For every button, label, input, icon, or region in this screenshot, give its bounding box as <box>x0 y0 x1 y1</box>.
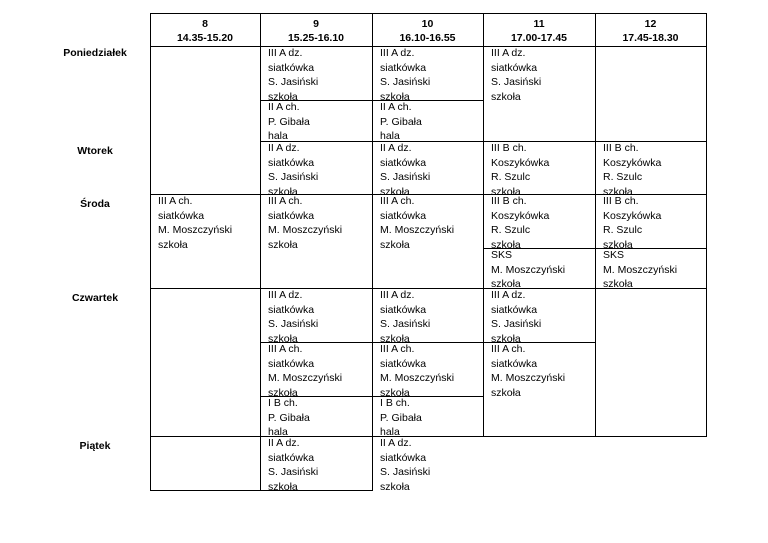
lesson-cell <box>268 396 310 440</box>
lesson-line: hala <box>380 426 400 439</box>
grid-line <box>595 13 596 436</box>
lesson-line: I B ch. <box>380 397 410 409</box>
lesson-line: III A dz. <box>268 289 303 301</box>
day-label: Środa <box>80 198 110 210</box>
lesson-line: P. Gibała <box>380 411 422 424</box>
grid-line <box>150 13 151 490</box>
lesson-line: szkoła <box>268 480 298 493</box>
lesson-line: III A ch. <box>380 195 415 207</box>
lesson-line: siatkówka <box>268 357 315 370</box>
lesson-line: siatkówka <box>380 451 427 464</box>
lesson-line: M. Moszczyński <box>491 372 566 385</box>
lesson-line: III A dz. <box>491 289 526 301</box>
lesson-line: S. Jasiński <box>268 76 319 89</box>
period-time: 16.10-16.55 <box>399 32 456 44</box>
lesson-line: S. Jasiński <box>491 318 542 331</box>
lesson-line: P. Gibała <box>268 115 310 128</box>
lesson-line: siatkówka <box>268 61 315 74</box>
lesson-line: S. Jasiński <box>380 76 431 89</box>
lesson-line: szkoła <box>491 90 521 103</box>
lesson-line: R. Szulc <box>491 224 531 237</box>
lesson-line: szkoła <box>268 238 298 251</box>
lesson-line: siatkówka <box>380 303 427 316</box>
lesson-line: hala <box>268 426 288 439</box>
lesson-line: szkoła <box>380 90 410 103</box>
period-header <box>260 17 372 45</box>
lesson-line: szkoła <box>380 185 410 198</box>
lesson-line: P. Gibała <box>380 115 422 128</box>
lesson-line: III A ch. <box>380 343 415 355</box>
lesson-line: szkoła <box>491 332 521 345</box>
grid-line <box>260 13 261 490</box>
lesson-line: szkoła <box>380 238 410 251</box>
lesson-cell <box>491 141 549 199</box>
lesson-line: M. Moszczyński <box>268 372 343 385</box>
lesson-cell <box>380 100 422 144</box>
lesson-cell <box>380 46 430 104</box>
lesson-cell <box>268 141 318 199</box>
lesson-cell <box>491 288 541 346</box>
lesson-line: III A ch. <box>268 343 303 355</box>
lesson-line: szkoła <box>491 238 521 251</box>
lesson-line: siatkówka <box>380 156 427 169</box>
lesson-line: Koszykówka <box>491 156 550 169</box>
period-number: 12 <box>644 18 657 30</box>
lesson-line: I B ch. <box>268 397 298 409</box>
lesson-line: szkoła <box>268 332 298 345</box>
lesson-cell <box>380 436 430 494</box>
lesson-line: siatkówka <box>158 209 205 222</box>
lesson-line: szkoła <box>158 238 188 251</box>
lesson-cell <box>380 288 430 346</box>
lesson-line: siatkówka <box>491 303 538 316</box>
grid-line <box>150 490 373 491</box>
period-header <box>372 17 483 45</box>
lesson-line: III A dz. <box>380 47 415 59</box>
day-label: Poniedziałek <box>63 47 127 59</box>
grid-line <box>372 13 373 490</box>
lesson-line: S. Jasiński <box>268 466 319 479</box>
lesson-line: S. Jasiński <box>380 318 431 331</box>
lesson-cell <box>380 396 422 440</box>
lesson-line: M. Moszczyński <box>380 372 455 385</box>
period-number: 8 <box>202 18 208 30</box>
lesson-line: Koszykówka <box>603 209 662 222</box>
day-label: Wtorek <box>77 145 113 157</box>
lesson-line: siatkówka <box>268 156 315 169</box>
period-header <box>595 17 706 45</box>
lesson-line: II A dz. <box>380 142 412 154</box>
lesson-line: szkoła <box>603 238 633 251</box>
lesson-cell <box>380 342 454 400</box>
lesson-cell <box>380 194 454 252</box>
lesson-line: hala <box>268 130 288 143</box>
period-number: 10 <box>421 18 434 30</box>
lesson-line: III B ch. <box>491 142 527 154</box>
lesson-line: III A ch. <box>491 343 526 355</box>
lesson-line: III B ch. <box>603 142 639 154</box>
period-header <box>483 17 595 45</box>
period-time: 15.25-16.10 <box>287 32 345 44</box>
lesson-line: szkoła <box>268 185 298 198</box>
lesson-line: III B ch. <box>603 195 639 207</box>
period-header <box>150 17 260 45</box>
lesson-line: S. Jasiński <box>268 171 319 184</box>
lesson-line: III A dz. <box>491 47 526 59</box>
lesson-cell <box>268 288 318 346</box>
lesson-line: II A ch. <box>380 101 412 113</box>
lesson-cell <box>268 194 342 252</box>
period-time: 14.35-15.20 <box>176 32 234 44</box>
lesson-line: siatkówka <box>268 451 315 464</box>
lesson-line: szkoła <box>491 278 521 291</box>
lesson-line: szkoła <box>268 90 298 103</box>
lesson-line: M. Moszczyński <box>491 263 566 276</box>
grid-line <box>483 13 484 436</box>
lesson-line: R. Szulc <box>491 171 531 184</box>
lesson-line: S. Jasiński <box>491 76 542 89</box>
lesson-cell <box>268 100 310 144</box>
lesson-line: siatkówka <box>380 209 427 222</box>
lesson-line: II A dz. <box>268 142 300 154</box>
lesson-line: szkoła <box>603 185 633 198</box>
lesson-line: R. Szulc <box>603 171 643 184</box>
lesson-cell <box>491 342 565 400</box>
lesson-line: szkoła <box>491 185 521 198</box>
lesson-line: S. Jasiński <box>380 466 431 479</box>
lesson-line: siatkówka <box>380 61 427 74</box>
lesson-line: III A dz. <box>380 289 415 301</box>
lesson-line: Koszykówka <box>603 156 662 169</box>
lesson-line: siatkówka <box>268 209 315 222</box>
lesson-line: P. Gibała <box>268 411 310 424</box>
lesson-line: II A dz. <box>380 437 412 449</box>
period-time: 17.45-18.30 <box>622 32 679 44</box>
lesson-line: M. Moszczyński <box>380 224 455 237</box>
lesson-cell <box>603 248 677 292</box>
lesson-line: siatkówka <box>491 61 538 74</box>
lesson-line: III A dz. <box>268 47 303 59</box>
lesson-cell <box>491 194 549 252</box>
lesson-line: S. Jasiński <box>380 171 431 184</box>
lesson-cell <box>491 46 541 104</box>
lesson-line: II A ch. <box>268 101 300 113</box>
lesson-line: szkoła <box>380 332 410 345</box>
lesson-line: szkoła <box>603 278 633 291</box>
lesson-cell <box>158 194 232 252</box>
lesson-line: siatkówka <box>268 303 315 316</box>
lesson-line: M. Moszczyński <box>268 224 343 237</box>
period-number: 11 <box>533 18 545 30</box>
lesson-line: III A ch. <box>268 195 303 207</box>
lesson-cell <box>491 248 565 292</box>
lesson-line: M. Moszczyński <box>158 224 233 237</box>
lesson-line: szkoła <box>268 386 298 399</box>
lesson-line: SKS <box>491 249 513 261</box>
grid-line <box>150 13 707 14</box>
lesson-line: II A dz. <box>268 437 300 449</box>
lesson-line: szkoła <box>380 386 410 399</box>
grid-line <box>706 13 707 436</box>
lesson-line: szkoła <box>491 386 521 399</box>
lesson-line: siatkówka <box>491 357 538 370</box>
lesson-line: III B ch. <box>491 195 527 207</box>
lesson-line: SKS <box>603 249 625 261</box>
lesson-cell <box>268 46 318 104</box>
lesson-cell <box>603 141 661 199</box>
lesson-line: S. Jasiński <box>268 318 319 331</box>
lesson-line: hala <box>380 130 400 143</box>
lesson-line: Koszykówka <box>491 209 550 222</box>
lesson-cell <box>603 194 661 252</box>
lesson-line: R. Szulc <box>603 224 643 237</box>
period-number: 9 <box>313 18 319 30</box>
lesson-line: szkoła <box>380 480 410 493</box>
lesson-cell <box>268 436 318 494</box>
lesson-line: siatkówka <box>380 357 427 370</box>
day-label: Czwartek <box>71 292 119 304</box>
lesson-line: III A ch. <box>158 195 193 207</box>
period-time: 17.00-17.45 <box>510 32 568 44</box>
lesson-cell <box>268 342 342 400</box>
lesson-cell <box>380 141 430 199</box>
day-label: Piątek <box>79 440 111 452</box>
lesson-line: M. Moszczyński <box>603 263 678 276</box>
